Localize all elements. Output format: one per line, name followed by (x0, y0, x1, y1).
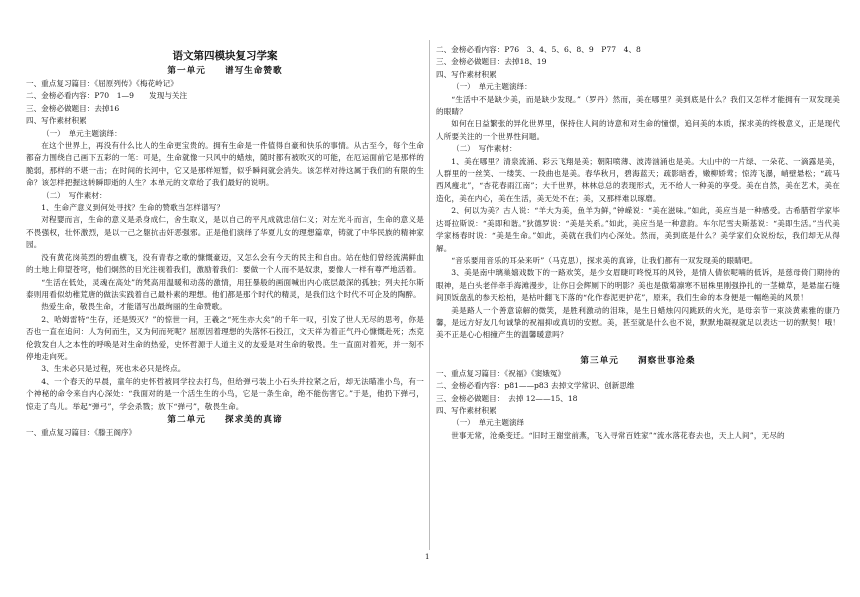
unit2-theme-heading: （一） 单元主题演绎： (452, 82, 532, 92)
unit2-paragraph-4: 2、何以为美？古人说：“羊大为美，鱼羊为鲜，”钟嵘说：“美在滋味。”如此，美应当是一种感受。古希腊哲学家毕达哥拉斯说：“美即和谐。”狄德罗说：“美是关系。”如此，美应当是一种意韵。车尔尼雪夫斯基说：“美即生活。”当代美学家杨春时说：“美是生命。”如此，美就在我们内心深处。然而，美到底是什么？美学家们众说纷纭，我们却无从得解。 (436, 206, 840, 253)
unit3-review-texts: 一、重点复习篇目：《祝福》《窦娥冤》 (436, 368, 566, 378)
right-column (436, 44, 840, 442)
unit2-must-read: 二、金榜必看内容：P76 3、4、5、6、8、9 P77 4、8 (436, 45, 641, 54)
unit2-paragraph-7: 美是路人一个善意谅解的微笑，是胜利激动的泪珠，是生日蜡烛闪闪跳跃的火光，是母亲节一束淡黄素雅的康乃馨，是远方好友几句诚挚的祝福抑或真切的安慰。美，甚至就是什么也不说，默默地凝视就足以表达一切的默契！哦！美不正是心心相撞产生的温馨暖意吗？ (436, 305, 840, 340)
unit2-review-texts: 一、重点复习篇目：《滕王阁序》 (26, 427, 137, 437)
unit1-review-texts: 一、重点复习篇目：《屈原列传》《梅花岭记》 (26, 79, 178, 88)
document-title: 语文第四模块复习学案 (172, 50, 278, 62)
unit1-paragraph-4: “生活在低处，灵魂在高处”的梵高用温暖和动荡的激情，用狂暴般的画面喊出内心底层最深的孤独；列夫托尔斯泰则用看似幼稚荒唐的做法实践着自己最朴素的理想。他们都是那个时代的精灵，是我们这个时代不可企及的陶醉。 (26, 277, 424, 299)
unit1-must-read: 二、金榜必看内容：P70 1—9 发现与关注 (26, 91, 188, 101)
unit2-paragraph-3: 1、美在哪里？清泉流涌、彩云飞翔是美；朝阳喷薄、波涛汹涌也是美。大山中的一片绿、一朵花、一滴露是美，人群里的一丝笑、一缕笑、一段曲也是美。春华秋月，碧海蓝天；疏影暗香，嫩柳娇莺；惊涛飞瀑，峭壁悬松；“疏马西风瘦北”，“杏花春雨江南”；大千世界，林林总总的表现形式，无不给人一种美的享受。美在自然，美在艺术，美在造化，美在内心，美在生活，美无处不在；美，又那样难以琢磨。 (436, 156, 840, 203)
unit3-theme-paragraph: 世事无常，沧桑变迁。“旧时王谢堂前燕，飞入寻常百姓家”“流水落花春去也，天上人间”，无尽的 (451, 430, 785, 440)
unit1-theme-heading: （一） 单元主题演绎： (42, 128, 122, 138)
unit2-heading: 第二单元 探求美的真谛 (167, 414, 283, 425)
unit3-must-read: 二、金榜必看内容：p81——p83 去掉文学常识、创新思维 (436, 381, 635, 391)
unit1-paragraph-2: 对程婴而言，生命的意义是杀身成仁，舍生取义，是以自己的平凡成就忠信仁义；对左光斗而言，生命的意义是不畏强权，壮怀激烈，是以一己之躯抗击奸恶强邪。正是他们演绎了华夏儿女的理想篇章，铸就了中华民族的精神家园。 (26, 215, 424, 250)
unit1-question-3: 3、生未必只是过程，死也未必只是终点。 (41, 364, 186, 374)
unit1-paragraph-5: 热爱生命，敬畏生命，才能谱写出最绚丽的生命赞歌。 (41, 302, 228, 312)
unit3-theme-heading: （一） 单元主题演绎 (452, 418, 525, 428)
unit1-writing-material: 四、写作素材积累 (26, 116, 87, 126)
unit1-question-1: 1、生命产意义到何处寻找？生命的赞歌当怎样谱写？ (41, 203, 225, 213)
unit1-heading: 第一单元 谱写生命赞歌 (167, 66, 283, 76)
unit1-paragraph-3: 没有黄花岗英烈的碧血横飞，没有青春之歌的慷慨豪迈，又怎么会有今天的民主和自由。站在他们曾经流满鲜血的土地上仰望苍穹，他们炯然的目光注视着我们，激励着我们：要做一个人而不是奴隶，要像人一样有尊严地活着。 (26, 252, 424, 275)
unit2-writing-material: 四、写作素材积累 (436, 69, 497, 79)
unit1-material-heading: （二） 写作素材： (42, 190, 107, 200)
section-gap (436, 342, 840, 354)
unit2-theme-paragraph-2: 如何在日益繁张的异化世界里，保持住人间的诗意和对生命的憧憬，追问美的本质，探求美的终极意义，正是现代人所要关注的一个世界性问题。 (436, 119, 840, 141)
unit2-material-heading: （二） 写作素材： (452, 144, 517, 154)
unit1-must-do: 三、金榜必做题目：去掉16 (26, 103, 120, 113)
column-divider (429, 40, 430, 550)
unit2-paragraph-5: “音乐要用音乐的耳朵来听”（马克思），探求美的真谛，让我们都有一双发现美的眼睛吧。 (451, 255, 758, 265)
unit3-writing-material: 四、写作素材积累 (436, 405, 497, 415)
unit3-must-do: 三、金榜必做题目： 去掉 12——15、18 (436, 393, 578, 403)
unit1-question-4: 4、一个春天的早晨，童年的史怀哲被同学拉去打鸟，但给弹弓装上小石头并拉紧之后，却无法瞄准小鸟，有一个神秘的命令来自内心深处：“我面对的是一个活生生的小鸟，它是一条生命，绝不能伤害它。”于是，他扔下弹弓，惊走了鸟儿。举起“弹弓”，学会杀戮；放下“弹弓”，敬畏生命。 (26, 376, 424, 411)
unit1-question-2: 2、哈姆雷特“生存，还是毁灭？”的惊世一问，王羲之“死生亦大矣”的千年一叹，引发了世人无尽的思考，你是否也一直在追问：人为何而生，又为何而死呢？屈原因着理想的失落怀石投江，文天祥为着正气丹心慷慨赴死；杰克伦敦发自人之本性的呼唤是对生命的热爱，史怀哲源于人道主义的友爱是对生命的敬畏。生一直面对着死，并一刻不停地走向死。 (26, 314, 424, 361)
left-column (26, 44, 424, 439)
unit2-paragraph-6: 3、美是南中璃巢嬉戏数下的一路欢笑，是少女眉睫叮咚悦耳的风铃，是情人倩依呢喃的低诉，是慈母倚门期待的眼神，是白头老伴牵手海滩漫步，让你日会辉厕下的明影？美也是傲菊凛寒不屈株里刚强挣扎的一茎橄草，是悬崖石缝间顶饭盘乱的参天松柏，是枯叶翻飞下落的“化作春泥更护花”，原来，我们生命的本身便是一幅绝美的风景！ (436, 268, 840, 303)
unit2-must-do: 三、金榜必做题目：去掉18、19 (436, 57, 547, 67)
unit1-theme-paragraph: 在这个世界上，再没有什么比人的生命更宝贵的。拥有生命是一件值得自豪和快乐的事情。从古至今，每个生命都奋力围绕自己画下五彩的一笔：可是，生命就像一只风中的蜡烛，随时都有被吹灭的可能，在厄运面前它是那样的脆弱，那样的不堪一击；在时间的长河中，它又是那样短暂，似乎瞬间就会消失。该怎样对待这属于我们的有限的生命？该怎样把握这转瞬即逝的人生？本单元的文章给了我们最好的说明。 (26, 141, 424, 188)
page-number: 1 (425, 553, 430, 561)
unit2-theme-paragraph-1: “生活中不是缺少美，而是缺少发现。”（罗丹）然而，美在哪里？美到底是什么？我们又怎样才能拥有一双发现美的眼睛？ (436, 94, 840, 117)
unit3-heading: 第三单元 洞察世事沧桑 (580, 355, 696, 366)
